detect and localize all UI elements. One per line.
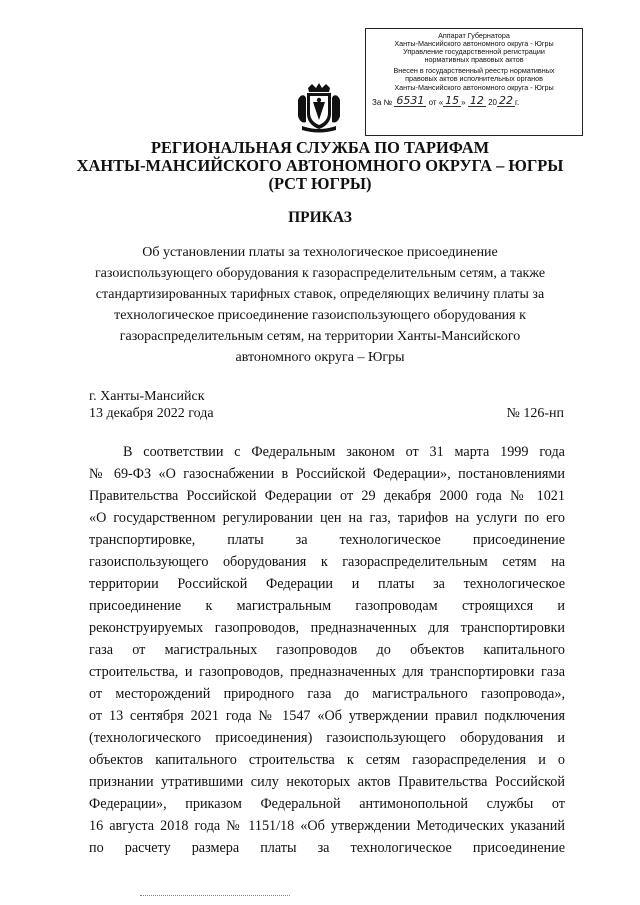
subject-line: технологическое присоединение газоиспользующего оборудования к bbox=[114, 308, 526, 323]
scan-artifact-line bbox=[140, 895, 290, 896]
body-line: строительства, и газопроводов, предназначенных для транспортировки газа bbox=[89, 664, 565, 680]
document-number: № 126-нп bbox=[506, 406, 564, 421]
stamp-reg-suffix: г. bbox=[515, 97, 520, 107]
body-line: транспортировке, платы за технологическое присоединение bbox=[89, 532, 565, 548]
org-abbreviation: (РСТ ЮГРЫ) bbox=[268, 174, 372, 193]
body-line: признании утратившими силу некоторых актов Правительства Российской bbox=[89, 774, 565, 790]
stamp-line: Управление государственной регистрации bbox=[403, 47, 545, 57]
body-line: территории Российской Федерации и платы за технологическое bbox=[89, 576, 565, 592]
body-line: от 13 сентября 2021 года № 1547 «Об утверждении правил подключения bbox=[89, 708, 565, 724]
document-type-title: ПРИКАЗ bbox=[288, 209, 352, 226]
stamp-reg-number: 6531 bbox=[396, 93, 425, 107]
org-name-line: РЕГИОНАЛЬНАЯ СЛУЖБА ПО ТАРИФАМ bbox=[150, 138, 490, 157]
org-name-line: ХАНТЫ-МАНСИЙСКОГО АВТОНОМНОГО ОКРУГА – ЮГРЫ bbox=[76, 156, 564, 175]
stamp-authority bbox=[372, 32, 576, 64]
stamp-reg-month: 12 bbox=[469, 93, 484, 107]
body-line: газа от магистральных газопроводов до объектов капитального bbox=[89, 642, 565, 658]
stamp-line: нормативных правовых актов bbox=[424, 55, 524, 65]
body-line: реконструируемых газопроводов, предназначенных для транспортировки bbox=[89, 620, 565, 636]
stamp-line: правовых актов исполнительных органов bbox=[405, 74, 543, 84]
stamp-reg-year-prefix: 20 bbox=[488, 97, 497, 107]
subject-line: газоиспользующего оборудования к газораспределительным сетям, а также bbox=[94, 266, 546, 281]
body-line: № 69-ФЗ «О газоснабжении в Российской Федерации», постановлениями bbox=[89, 466, 565, 482]
stamp-reg-mid: » bbox=[461, 97, 466, 107]
stamp-reg-day: 15 bbox=[445, 93, 460, 107]
body-line: 16 августа 2018 года № 1151/18 «Об утверждении Методических указаний bbox=[89, 818, 565, 834]
stamp-line: Внесен в государственный реестр нормативных bbox=[393, 66, 555, 76]
body-line: объектов капитального строительства к сетям газораспределения и о bbox=[89, 752, 565, 768]
stamp-registry bbox=[372, 67, 576, 91]
subject-line: Об установлении платы за технологическое присоединение bbox=[142, 245, 498, 260]
stamp-line: Ханты-Мансийского автономного округа - Югры bbox=[394, 82, 554, 92]
stamp-reg-year: 22 bbox=[499, 93, 513, 107]
coat-of-arms-icon bbox=[296, 82, 342, 134]
body-line: «О государственном регулировании цен на газ, тарифов на услуги по его bbox=[89, 510, 565, 526]
subject-line: стандартизированных тарифных ставок, определяющих величину платы за bbox=[95, 287, 545, 302]
body-line: газоиспользующего оборудования к газораспределительным сетям на bbox=[89, 554, 565, 570]
subject-line: газораспределительным сетям, на территории Ханты-Мансийского bbox=[119, 329, 521, 344]
body-line: Федерации», приказом Федеральной антимонопольной службы от bbox=[89, 796, 565, 812]
stamp-reg-from: от « bbox=[428, 97, 444, 107]
body-line: Правительства Российской Федерации от 29 декабря 2000 года № 1021 bbox=[89, 488, 565, 504]
stamp-line: Аппарат Губернатора bbox=[438, 31, 510, 40]
stamp-registration-row bbox=[372, 95, 576, 107]
body-line: (технологического присоединения) газоиспользующего оборудования и bbox=[89, 730, 565, 746]
stamp-reg-prefix: За № bbox=[372, 97, 393, 107]
body-line: В соответствии с Федеральным законом от 31 марта 1999 года bbox=[123, 444, 565, 460]
city: г. Ханты-Мансийск bbox=[89, 389, 205, 404]
subject-line: автономного округа – Югры bbox=[235, 350, 405, 365]
registration-stamp bbox=[365, 28, 583, 136]
document-date: 13 декабря 2022 года bbox=[89, 406, 214, 421]
body-line: присоединение к магистральным газопроводам строящихся и bbox=[89, 598, 565, 614]
body-line: от месторождений природного газа до магистрального газопровода», bbox=[89, 686, 565, 702]
stamp-line: Ханты-Мансийского автономного округа - Югры bbox=[394, 39, 554, 49]
body-line: по расчету размера платы за технологическое присоединение bbox=[89, 840, 565, 856]
